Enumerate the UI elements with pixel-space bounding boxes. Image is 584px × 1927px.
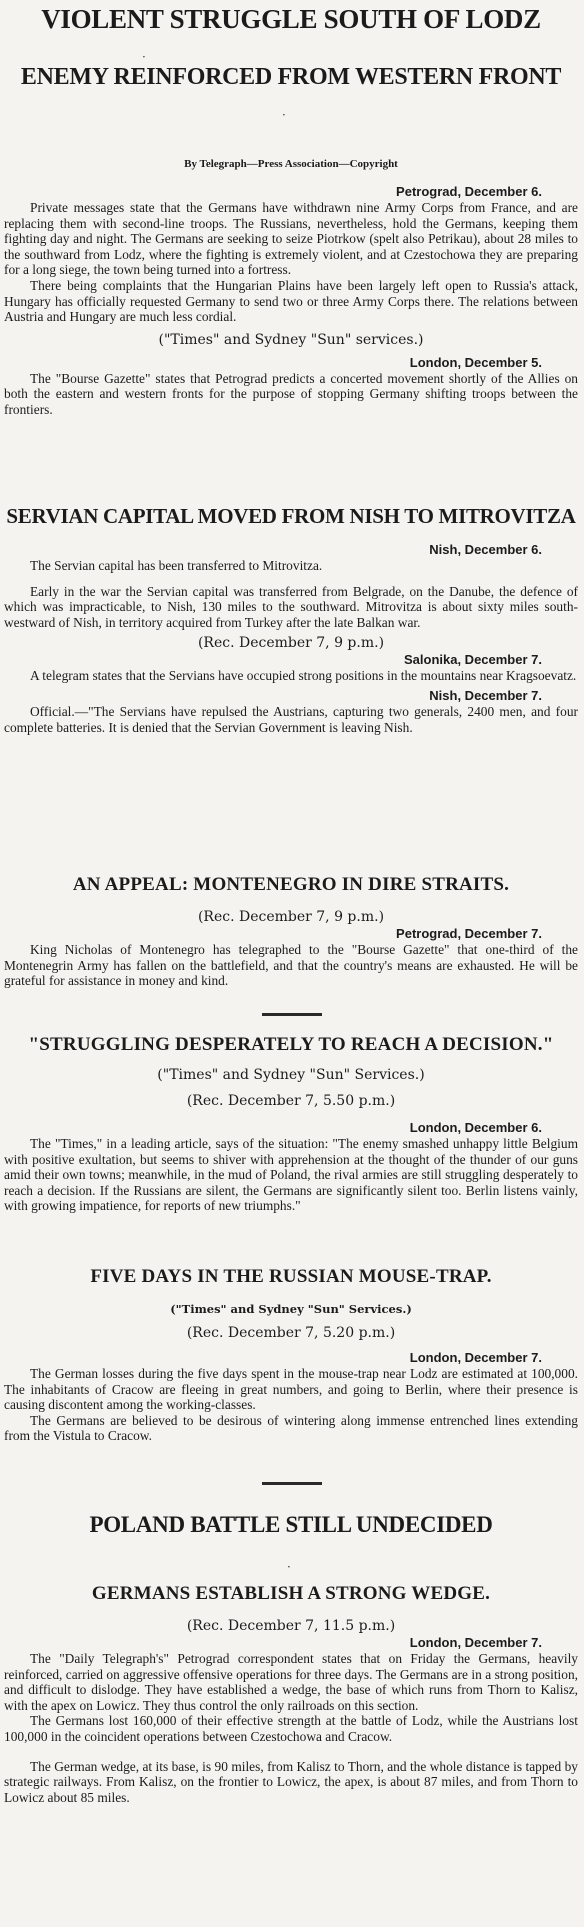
- headline: "STRUGGLING DESPERATELY TO REACH A DECISION.": [28, 1034, 554, 1055]
- section-montenegro-head: [4, 874, 578, 896]
- section-lodz: [4, 4, 578, 35]
- headline: SERVIAN CAPITAL MOVED FROM NISH TO MITROVITZA: [6, 504, 576, 528]
- headline: POLAND BATTLE STILL UNDECIDED: [89, 1512, 493, 1537]
- paragraph: The "Bourse Gazette" states that Petrograd predicts a concerted movement shortly of the Allies on both the eastern and western fronts for the purpose of stopping Germany shifting troops between the frontiers.: [4, 370, 578, 417]
- paragraph: Early in the war the Servian capital was transferred from Belgrade, on the Danube, the defence of which was impracticable, to Nish, 130 miles to the southward. Mitrovitza is about sixty miles south-westward of Nish, in territory acquired from Turkey after the late Balkan war.: [4, 583, 578, 630]
- headline: VIOLENT STRUGGLE SOUTH OF LODZ: [41, 4, 541, 34]
- section-struggling-body: [4, 1066, 578, 1214]
- divider-rule: [262, 1482, 322, 1485]
- paragraph: The Germans lost 160,000 of their effective strength at the battle of Lodz, while the Austrians lost 100,000 in the coincident operations between Czestochowa and Cracow.: [4, 1713, 578, 1744]
- print-speck: ·: [142, 50, 146, 64]
- paragraph: The German wedge, at its base, is 90 miles, from Kalisz to Thorn, and the whole distance is tapped by strategic railways. From Kalisz, on the frontier to Lowicz, the apex, is about 87 miles, and from Thorn to Lowicz about 85 miles.: [4, 1758, 578, 1805]
- dateline: Salonika, December 7.: [403, 652, 542, 668]
- dateline: London, December 6.: [409, 1120, 542, 1135]
- dateline: London, December 7.: [409, 1635, 542, 1650]
- section-poland-body: [4, 1617, 578, 1805]
- dateline: Nish, December 6.: [429, 542, 542, 557]
- credit-line: By Telegraph—Press Association—Copyright: [184, 158, 398, 170]
- paragraph: Official.—"The Servians have repulsed the Austrians, capturing two generals, 2400 men, and four complete batteries. It is denied that the Servian Government is leaving Nish.: [4, 703, 578, 735]
- paragraph: The German losses during the five days spent in the mouse-trap near Lodz are estimated at 100,000. The inhabitants of Cracow are fleeing in great numbers, and going to Berlin, where their presence is causing discontent among the working-classes.: [4, 1366, 578, 1413]
- credit-wrap: [4, 158, 578, 170]
- print-speck: ·: [282, 108, 286, 122]
- dateline: London, December 7.: [409, 1350, 542, 1365]
- section-servian-body: [4, 542, 578, 735]
- section-poland-subhead-wrap: [4, 1583, 578, 1605]
- paragraph: The "Daily Telegraph's" Petrograd correspondent states that on Friday the Germans, heavily reinforced, carried on aggressive offensive operations for three days. The Germans are in a strong position, and difficult to dislodge. They have established a wedge, the base of which runs from Thorn to Kalisz, with the apex on Lowicz. They thus control the only railroads on this section.: [4, 1651, 578, 1713]
- paragraph: The Germans are believed to be desirous of wintering along immense entrenched lines extending from the Vistula to Cracow.: [4, 1412, 578, 1444]
- paragraph: Private messages state that the Germans have withdrawn nine Army Corps from France, and are replacing them with second-line troops. The Russians, nevertheless, hold the Germans, keeping them fighting day and night. The Germans are seeking to seize Piotrkow (spelt also Petrikau), about 28 miles to the southward from Lodz, where the fighting is extremely violent, and at Czestochowa they are preparing for a long siege, the town being turned into a fortress.: [4, 200, 578, 278]
- paragraph: The Servian capital has been transferred to Mitrovitza.: [30, 558, 323, 573]
- received-line: (Rec. December 7, 5.20 p.m.): [186, 1325, 396, 1341]
- dateline: Nish, December 7.: [429, 687, 542, 703]
- section-poland-head: [4, 1512, 578, 1538]
- section-servian-head: [4, 504, 578, 528]
- paragraph: A telegram states that the Servians have occupied strong positions in the mountains near Kragsoevatz.: [30, 668, 577, 684]
- dateline: London, December 5.: [409, 354, 542, 370]
- subheadline: ENEMY REINFORCED FROM WESTERN FRONT: [20, 64, 562, 90]
- subheadline: GERMANS ESTABLISH A STRONG WEDGE.: [91, 1583, 491, 1604]
- print-speck: ·: [287, 1560, 291, 1574]
- service-line: ("Times" and Sydney "Sun" Services.): [157, 1067, 425, 1083]
- received-line: (Rec. December 7, 9 p.m.): [197, 635, 385, 652]
- section-mousetrap-head: [4, 1266, 578, 1288]
- received-line: (Rec. December 7, 9 p.m.): [197, 909, 385, 925]
- headline: FIVE DAYS IN THE RUSSIAN MOUSE-TRAP.: [90, 1266, 492, 1287]
- section-montenegro-body: [4, 908, 578, 989]
- received-line: (Rec. December 7, 11.5 p.m.): [186, 1618, 396, 1634]
- received-line: (Rec. December 7, 5.50 p.m.): [186, 1093, 396, 1109]
- dateline: Petrograd, December 6.: [396, 184, 542, 199]
- service-line: ("Times" and Sydney "Sun" services.): [158, 331, 424, 348]
- service-line: ("Times" and Sydney "Sun" Services.): [170, 1302, 412, 1316]
- paragraph: There being complaints that the Hungarian Plains have been largely left open to Russia's attack, Hungary has officially requested Germany to send two or three Army Corps there. The relations between Austria and Hungary are much less cordial.: [4, 277, 578, 325]
- divider-rule: [262, 1013, 322, 1016]
- paragraph: The "Times," in a leading article, says of the situation: "The enemy smashed unhappy little Belgium with positive exultation, but seems to shiver with apprehension at the thought of the thunder of our guns amid their own towns; meanwhile, in the mud of Poland, the rival armies are still struggling desperately to reach a decision. If the Russians are silent, the Germans are significantly silent too. Berlin listens vainly, with growing impatience, for reports of new triumphs.": [4, 1136, 578, 1214]
- dateline: Petrograd, December 7.: [396, 926, 542, 941]
- headline: AN APPEAL: MONTENEGRO IN DIRE STRAITS.: [72, 874, 510, 895]
- paragraph: King Nicholas of Montenegro has telegraphed to the "Bourse Gazette" that one-third of the Montenegrin Army has fallen on the battlefield, and that the country's means are exhausted. He will be grateful for assistance in money and kind.: [4, 942, 578, 989]
- section-lodz-subhead-wrap: [4, 64, 578, 92]
- section-struggling-head: [4, 1034, 578, 1056]
- section-lodz-body: [4, 184, 578, 418]
- section-mousetrap-body: [4, 1300, 578, 1444]
